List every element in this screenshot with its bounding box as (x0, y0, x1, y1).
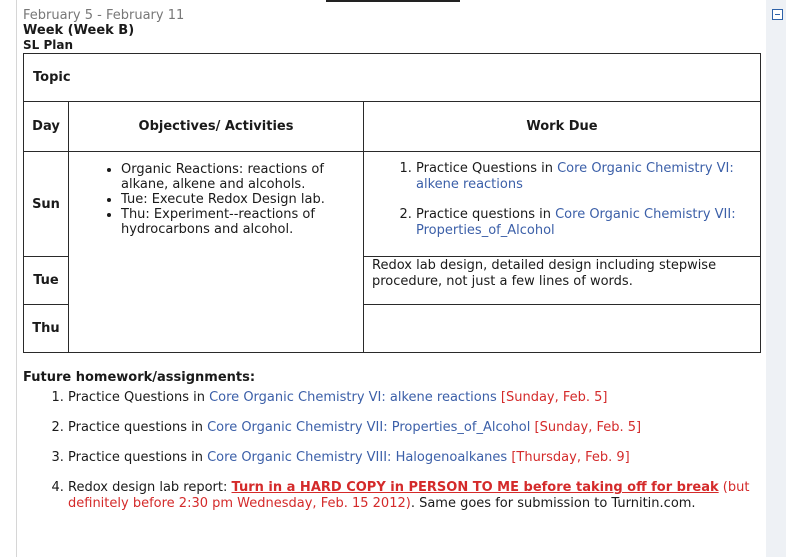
due-date: [Sunday, Feb. 5] (534, 420, 642, 435)
objective-item: • Organic Reactions: reactions of alkane, alkene and alcohols. (121, 162, 349, 192)
date-range: February 5 - February 11 (23, 8, 185, 23)
submission-note: . Same goes for submission to Turnitin.com. (410, 496, 696, 511)
future-item-text: Practice Questions in (68, 390, 210, 405)
work-due-tue: Redox lab design, detailed design including stepwise procedure, not just a few lines of words. (364, 257, 761, 305)
future-item-text: Practice questions in (68, 450, 208, 465)
hard-copy-instruction: Turn in a HARD COPY in PERSON TO ME before taking off for break (231, 480, 719, 495)
day-sun: Sun (24, 152, 69, 257)
objectives-cell (69, 152, 364, 353)
day-tue: Tue (24, 257, 69, 305)
collapse-icon[interactable] (772, 9, 783, 20)
column-header-objectives: Objectives/ Activities (69, 102, 364, 152)
day-thu: Thu (24, 305, 69, 353)
lesson-plan-table (23, 53, 761, 353)
future-homework-heading: Future homework/assignments: (23, 370, 256, 385)
week-title: Week (Week B) (23, 23, 135, 38)
core-organic-vii-link[interactable]: Core Organic Chemistry VII: Properties_of_Alcohol (416, 207, 736, 238)
work-due-item (416, 161, 752, 193)
future-item (68, 420, 786, 436)
work-due-sun (364, 152, 761, 257)
core-organic-vi-link[interactable]: Core Organic Chemistry VI: alkene reactions (209, 390, 497, 405)
due-date: [Thursday, Feb. 9] (511, 450, 630, 465)
plan-title: SL Plan (23, 38, 74, 52)
column-header-day: Day (24, 102, 69, 152)
work-due-thu (364, 305, 761, 353)
due-date: [Sunday, Feb. 5] (500, 390, 608, 405)
core-organic-vii-link[interactable]: Core Organic Chemistry VII: Properties_of_Alcohol (207, 420, 531, 435)
top-bar (326, 0, 460, 2)
work-due-item (416, 207, 752, 239)
objectives-list (69, 162, 363, 237)
core-organic-viii-link[interactable]: Core Organic Chemistry VIII: Halogenoalkanes (207, 450, 508, 465)
future-item (68, 450, 786, 466)
future-item (68, 390, 786, 406)
column-header-work-due: Work Due (364, 102, 761, 152)
objective-item: • Thu: Experiment--reactions of hydrocarbons and alcohol. (121, 207, 349, 237)
core-organic-vi-link[interactable]: Core Organic Chemistry VI: alkene reactions (416, 161, 734, 192)
future-item (68, 480, 786, 512)
work-due-text: Practice questions in (416, 207, 556, 222)
topic-label: Topic (24, 54, 761, 102)
future-item-text: Redox design lab report: (68, 480, 232, 495)
work-due-text: Practice Questions in (416, 161, 558, 176)
objective-item: • Tue: Execute Redox Design lab. (121, 192, 349, 207)
work-due-sun-list (364, 161, 760, 239)
future-item-text: Practice questions in (68, 420, 208, 435)
future-homework-list (23, 390, 786, 526)
deadline-note: (but definitely before 2:30 pm Wednesday, Feb. 15 2012) (68, 480, 750, 511)
